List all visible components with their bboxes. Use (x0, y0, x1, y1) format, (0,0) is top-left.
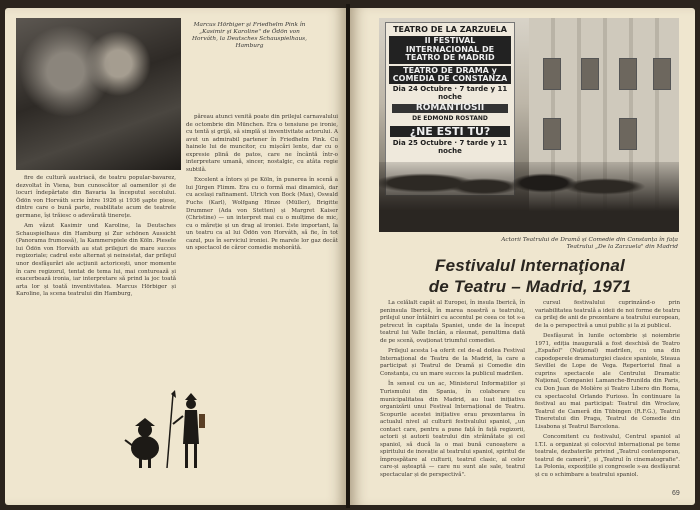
paragraph: Am văzut Kasimir und Karoline, la Deutsches Schauspielhaus din Hamburg și Zur schönen Aussicht (Panorama frumoasă), la Kammerspiele din Köln. Piesele lui Ödön von Horváth au stat prilejuri de mare succes regizoriale; cadrul este alternat și neinsistat, dar prilejul unor desfăşurări ale acțiunii actoricești, unor momente în care regizorul, tentat de tema lui, mai conturează și exacerbează ironia, iar interpretare să prind la joc toată arta lor și toată inventivitatea. Marcus Hörbiger și Karoline, la scena teatrului din Hamburg, (16, 223, 176, 298)
paragraph: Desfășurat în lunile octombrie și noiembrie 1971, ediția inaugurală a fost deschisă de Teatro „Español" (Național) madrilen, cu una din capodoperele dramaturgiei clasice spaniole, Steaua Sevillei de Lope de Vega. Repertoriul final a cuprins spectacole ale Centrului Dramatic Național, Companiei Lamanche-Brunilda din Paris, cu Don Juan de Molière și Teatro Libero din Roma, cu spectacolul Orlando Furioso. În continuare la festival au mai participat: Teatrul din Wroclaw, Teatrul de Cameră din Tübingen (R.F.G.), Teatrul Tineretului din Praga, Teatrul de Comedie din Lisabona și Teatrul Barcelona. (535, 333, 680, 430)
right-photo-caption: Actorii Teatrului de Dramă și Comedie din Constanța în fața Teatrului „De la Zarzuela" din Madrid (501, 237, 678, 250)
festival-poster-photo (379, 18, 679, 232)
poster-line: Dia 24 Octubre · 7 tarde y 11 noche (392, 85, 508, 101)
left-page (5, 8, 346, 505)
left-column-2 (186, 114, 338, 256)
headline-line-2: de Teatru – Madrid, 1971 (428, 277, 632, 296)
right-column-1 (380, 300, 525, 483)
paragraph: Prilejul acesta l-a oferit cel de-al doilea Festival Internațional de Teatru de la Madrid, la care a participat și Teatrul de Dramă și Comedie din Constanța, cu un mare succes la publicul madrilen. (380, 348, 525, 377)
theatre-scene-photo (16, 18, 181, 170)
headline-line-1: Festivalul Internaţional (435, 256, 625, 275)
don-quixote-silhouette-icon (115, 390, 225, 470)
left-photo-caption: Marcus Hörbiger şi Friedhelm Pink în „Kasimir şi Karoline" de Ödön von Horváth, la Deutsches Schauspielhaus, Hamburg (192, 22, 307, 49)
page-number: 69 (672, 490, 680, 497)
paragraph: În sensul cu un ac, Ministerul Informațiilor și Turismului din Spania, în colaborare cu municipalitatea din Madrid, au luat inițiativa organizării unui Festival Internațional de Teatru. Scopurile acestei inițiative erau prezentarea în actualul nivel al culturii festivalului spaniol, „un contact care, pentru a pune față în față regizorii, actorii și autorii teatrului din străinătate și cel spaniol, să ducă la o mai bună cunoaștere a spiritului de inovație al teatrului spaniol, spiritul de împrospătare al culturii, teatrul clasic, al celor care-și așteaptă — care nu sunt ale sale, teatrul spectacular și de perspectivă". (380, 381, 525, 479)
poster-line: TEATRO DE LA ZARZUELA (393, 25, 507, 34)
poster-line: ¿NE ESTI TU? (390, 126, 510, 138)
paragraph: Concomitent cu festivalul, Centrul spaniol al I.T.I. a organizat și colocviul internațional pe teme teatrale, dezbaterile privind „Teatrul contemporan, teatrul de cameră", și „Teatrul în cinematografie". La Polonia, expozițiile și congresele s-au desfășurat și cu o schimbare a teatrului spaniol. (535, 434, 680, 479)
poster-line: TEATRO DE DRAMA y COMEDIA DE CONSTANZA (389, 66, 511, 85)
paragraph: Excelent a întors și pe Köln, în punerea în scenă a lui Jürgen Flimm. Era cu o formă mai dinamică, dar cu același rafinament. Ulrich von Bock (Max), Oswald Fuchs (Karl), Wolfgang Hinze (Müller), Brigitte Drummer (Ada von Stetten) și Margret Kaiser (Christine) — un interpret mai cu o mulțime de mic, cu o măreție și un drag al ironiei. Este important, la un teatru ca al lui Ödön von Horváth, să fie, în tot cazul, pus în serviciul ironiei. Pe marele lor gaz decât un spectacol de căror comedie mohorâtă. (186, 177, 338, 252)
right-column-2 (535, 300, 680, 483)
paragraph: La celălalt capăt al Europei, în insula Iberică, în peninsula Iberică, în marea noastră a teatrului, prilejul unor întâlniri cu accentul pe ceea ce tot s-a petrecut în capitala Spaniei, unde de la început teatrul lui Valle Inclán, a răsunat, penultima dată de pe scenă, ovaționat triumful comediei. (380, 300, 525, 344)
left-column-1 (16, 175, 176, 302)
paragraph: cursul festivalului cuprinzând-o prin variabilitatea teatrală a ideii de noi forme de teatru ca prilej de anii de prezentare a teatrului european, de la o perspectivă a unui public și la zi publicul. (535, 300, 680, 329)
right-page (350, 8, 695, 505)
poster-line: Dia 25 Octubre · 7 tarde y 11 noche (392, 139, 508, 155)
poster-line: ROMANTIOSII (392, 104, 508, 113)
paragraph: fire de cultură austriacă, de teatru popular-bavarez, dezvoltat în Viena, bun cunoscător al oamenilor și de locuri îndepărtate din Bavaria la începutul secolului. Ödön von Horváth scrie între 1926 și 1936 şapte piese, dintre care o bună parte, reabilitate acum de teatrele germane, își trăiesc o adevărată tinerețe. (16, 175, 176, 219)
poster-line: DE EDMOND ROSTAND (412, 115, 488, 123)
poster-line: II FESTIVAL INTERNACIONAL DE TEATRO DE MADRID (389, 36, 511, 63)
paragraph: păreau atunci venită poate din prilejul carnavalului de octombrie din München. Era o tensiune pe ironie, cu tentă și grijă, să simplă și inventivitate actorului. A avut un admirabil partener în Friedhelm Pink. Cu hainele lui de muncitor, cu mișcări lente, dar cu o expresie plină de patos, care ne încântă într-o interpretare umană, sincer, nostalgic, cu atâta regie subtilă. (186, 114, 338, 173)
actors-group (379, 162, 679, 232)
article-headline (380, 255, 680, 297)
